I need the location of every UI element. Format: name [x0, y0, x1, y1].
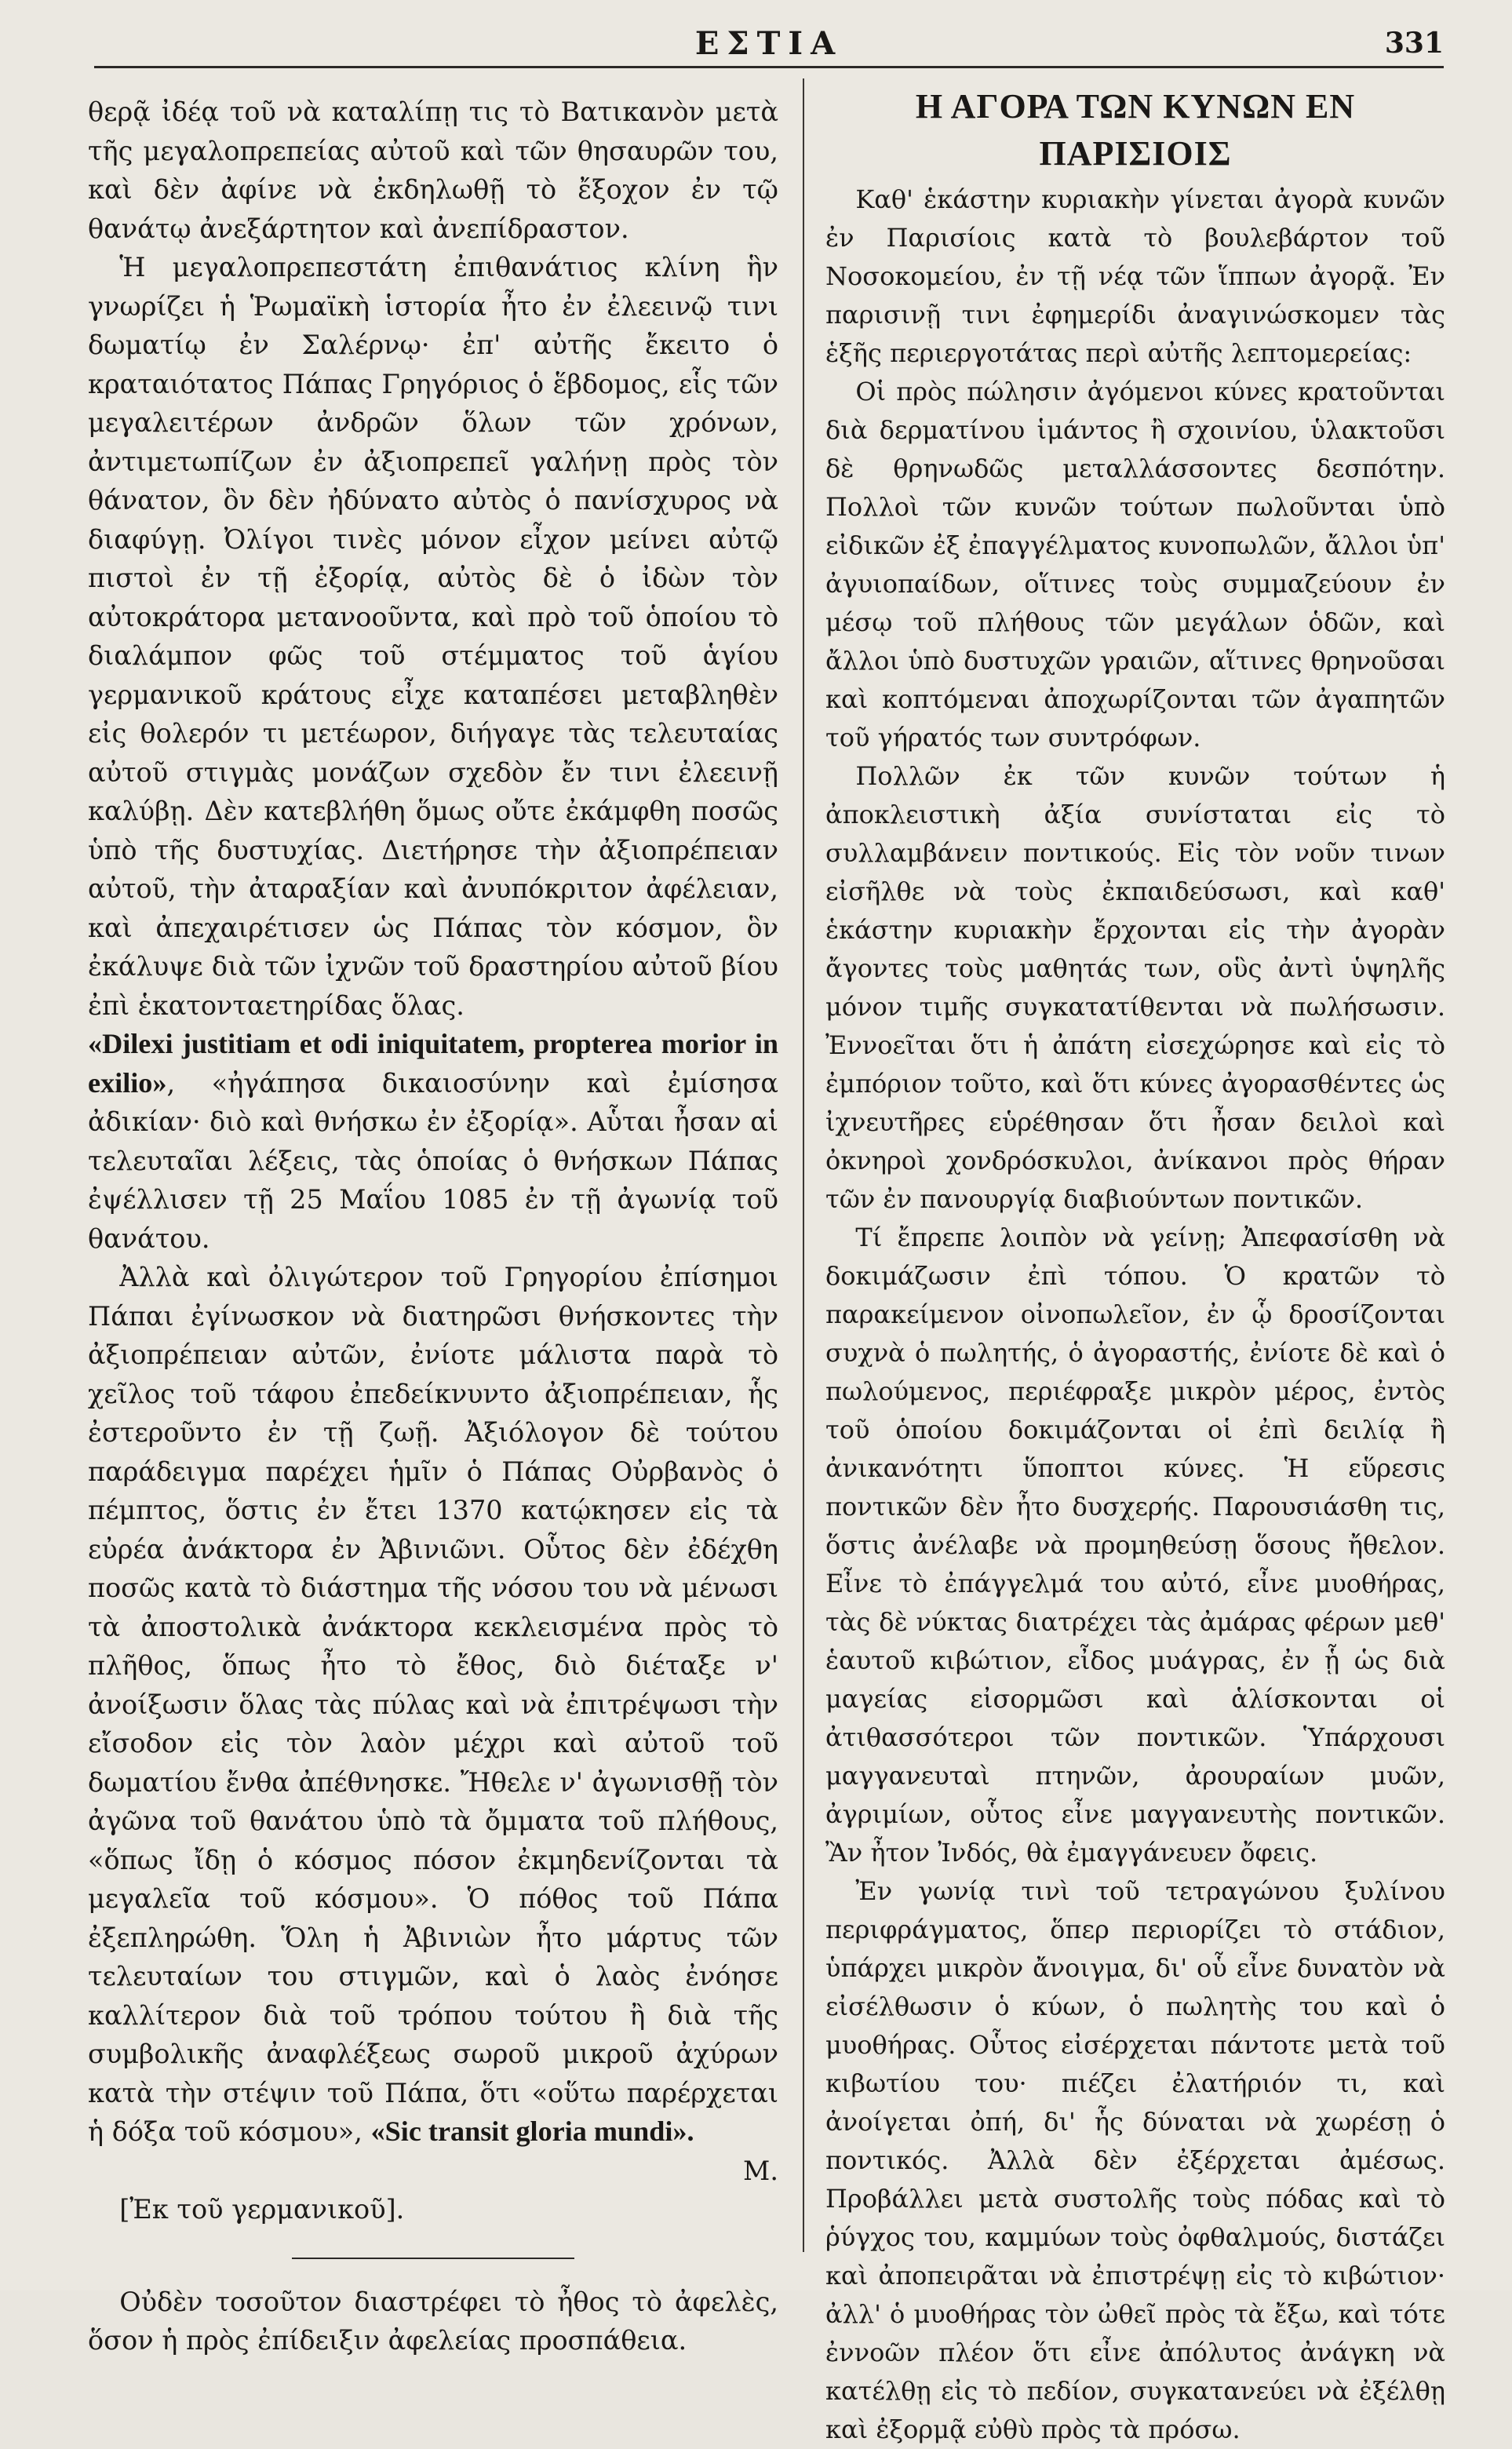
page-number: 331: [1384, 27, 1444, 60]
paragraph-with-latin: [88, 1258, 778, 2152]
article-title: Η ΑΓΟΡΑ ΤΩΝ ΚΥΝΩΝ ΕΝ ΠΑΡΙΣΙΟΙΣ: [915, 87, 1356, 173]
greek-translation: , «ἠγάπησα δικαιοσύνην καὶ ἐμίσησα ἀδικίαν· διὸ καὶ θνήσκω ἐν ἐξορίᾳ». Αὗται ἦσαν αἱ τελευταῖαι λέξεις, τὰς ὁποίας ὁ θνήσκων Πάπας ἐψέλλισεν τῇ 25 Μαΐου 1085 ἐν τῇ ἀγωνίᾳ τοῦ θανάτου.: [88, 1067, 778, 1254]
journal-title: ΕΣΤΙΑ: [694, 25, 843, 62]
paragraph: Ἐν γωνίᾳ τινὶ τοῦ τετραγώνου ξυλίνου περιφράγματος, ὅπερ περιορίζει τὸ στάδιον, ὑπάρχει μικρὸν ἄνοιγμα, δι' οὗ εἶνε δυνατὸν νὰ εἰσέλθωσιν ὁ κύων, ὁ πωλητὴς του καὶ ὁ μυοθήρας. Οὗτος εἰσέρχεται πάντοτε μετὰ τοῦ κιβωτίου του· πιέζει ἐλατήριόν τι, καὶ ἀνοίγεται ὀπή, δι' ἧς δύναται νὰ χωρέσῃ ὁ ποντικός. Ἀλλὰ δὲν ἐξέρχεται ἀμέσως. Προβάλλει μετὰ συστολῆς τοὺς πόδας καὶ τὸ ῥύγχος του, καμμύων τοὺς ὀφθαλμούς, διστάζει καὶ ἀποπειρᾶται νὰ ἐπιστρέψῃ εἰς τὸ κιβώτιον· ἀλλ' ὁ μυοθήρας τὸν ὠθεῖ πρὸς τὰ ἔξω, καὶ τότε ἐννοῶν πλέον ὅτι εἶνε ἀπόλυτος ἀνάγκη νὰ κατέλθῃ εἰς τὸ πεδίον, συγκατανεύει νὰ ἐξέλθῃ καὶ ἐξορμᾷ εὐθὺ πρὸς τὰ πρόσω.: [825, 1876, 1445, 2444]
author-signature: Μ.: [743, 2155, 778, 2186]
paragraph: Ἡ μεγαλοπρεπεστάτη ἐπιθανάτιος κλίνη ἣν γνωρίζει ἡ Ῥωμαϊκὴ ἱστορία ἦτο ἐν ἐλεεινῷ τινι δωματίῳ ἐν Σαλέρνῳ· ἐπ' αὐτῆς ἔκειτο ὁ κραταιότατος Πάπας Γρηγόριος ὁ ἕβδομος, εἷς τῶν μεγαλειτέρων ἀνδρῶν ὅλων τῶν χρόνων, ἀντιμετωπίζων ἐν ἀξιοπρεπεῖ γαλήνῃ πρὸς τὸν θάνατον, ὃν δὲν ἠδύνατο αὐτὸς ὁ πανίσχυρος νὰ διαφύγῃ. Ὀλίγοι τινὲς μόνον εἶχον μείνει αὐτῷ πιστοὶ ἐν τῇ ἐξορίᾳ, αὐτὸς δὲ ὁ ἰδὼν τὸν αὐτοκράτορα μετανοοῦντα, καὶ πρὸ τοῦ ὁποίου τὸ διαλάμπον φῶς τοῦ στέμματος τοῦ ἁγίου γερμανικοῦ κράτους εἶχε καταπέσει μεταβληθὲν εἰς θολερόν τι μετέωρον, διήγαγε τὰς τελευταίας αὐτοῦ στιγμὰς μονάζων σχεδὸν ἔν τινι ἐλεεινῇ καλύβῃ. Δὲν κατεβλήθη ὅμως οὔτε ἐκάμφθη ποσῶς ὑπὸ τῆς δυστυχίας. Διετήρησε τὴν ἀξιοπρέπειαν αὐτοῦ, τὴν ἀταραξίαν καὶ ἀνυπόκριτον ἀφέλειαν, καὶ ἀπεχαιρέτισεν ὡς Πάπας τὸν κόσμον, ὃν ἐκάλυψε διὰ τῶν ἰχνῶν τοῦ δραστηρίου αὐτοῦ βίου ἐπὶ ἑκατονταετηρίδας ὅλας.: [88, 252, 778, 1021]
page-header: [94, 22, 1444, 69]
maxim: Οὐδὲν τοσοῦτον διαστρέφει τὸ ἦθος τὸ ἀφελὲς, ὅσον ἡ πρὸς ἐπίδειξιν ἀφελείας προσπάθεια.: [88, 2286, 778, 2356]
paragraph-with-latin: [88, 1025, 778, 1258]
paragraph: Καθ' ἑκάστην κυριακὴν γίνεται ἀγορὰ κυνῶν ἐν Παρισίοις κατὰ τὸ βουλεβάρτον τοῦ Νοσοκομείου, ἐν τῇ νέᾳ τῶν ἵππων ἀγορᾷ. Ἐν παρισινῇ τινι ἐφημερίδι ἀναγινώσκομεν τὰς ἑξῆς περιεργοτάτας περὶ αὐτῆς λεπτομερείας:: [825, 184, 1445, 368]
paragraph: Πολλῶν ἐκ τῶν κυνῶν τούτων ἡ ἀποκλειστικὴ ἀξία συνίσταται εἰς τὸ συλλαμβάνειν ποντικούς. Εἰς τὸν νοῦν τινων εἰσῆλθε νὰ τοὺς ἐκπαιδεύσωσι, καὶ καθ' ἑκάστην κυριακὴν ἔρχονται εἰς τὴν ἀγορὰν ἄγοντες τοὺς μαθητάς των, οὓς ἀντὶ ὑψηλῆς μόνον τιμῆς συγκατατίθενται νὰ πωλήσωσιν. Ἐννοεῖται ὅτι ἡ ἀπάτη εἰσεχώρησε καὶ εἰς τὸ ἐμπόριον τοῦτο, καὶ ὅτι κύνες ἀγορασθέντες ὡς ἰχνευτῆρες εὑρέθησαν ὅτι ἦσαν δειλοὶ καὶ ὀκνηροὶ χονδρόσκυλοι, ἀνίκανοι πρὸς θήραν τῶν ἐν πανουργίᾳ διαβιούντων ποντικῶν.: [825, 761, 1445, 1214]
right-column: [825, 83, 1445, 2449]
header-rule: [94, 66, 1444, 68]
source-note: [Ἐκ τοῦ γερμανικοῦ].: [119, 2194, 405, 2225]
left-column: [88, 93, 778, 2360]
paragraph: Τί ἔπρεπε λοιπὸν νὰ γείνῃ; Ἀπεφασίσθη νὰ δοκιμάζωσιν ἐπὶ τόπου. Ὁ κρατῶν τὸ παρακείμενον οἰνοπωλεῖον, ἐν ᾧ δροσίζονται συχνὰ ὁ πωλητής, ὁ ἀγοραστής, ἐνίοτε δὲ καὶ ὁ πωλούμενος, περιέφραξε μικρὸν μέρος, ἐντὸς τοῦ ὁποίου δοκιμάζονται οἱ ἐπὶ δειλίᾳ ἢ ἀνικανότητι ὕποπτοι κύνες. Ἡ εὕρεσις ποντικῶν δὲν ἦτο δυσχερής. Παρουσιάσθη τις, ὅστις ἀνέλαβε νὰ προμηθεύσῃ ὅσους ἤθελον. Εἶνε τὸ ἐπάγγελμά του αὐτό, εἶνε μυοθήρας, τὰς δὲ νύκτας διατρέχει τὰς ἀμάρας φέρων μεθ' ἑαυτοῦ κιβώτιον, εἶδος μυάγρας, ἐν ᾗ ὡς διὰ μαγείας εἰσορμῶσι καὶ ἁλίσκονται οἱ ἀτιθασσότεροι τῶν ποντικῶν. Ὑπάρχουσι μαγγανευταὶ πτηνῶν, ἀρουραίων μυῶν, ἀγριμίων, οὗτος εἶνε μαγγανευτὴς ποντικῶν. Ἂν ἦτον Ἰνδός, θὰ ἐμαγγάνευεν ὄφεις.: [825, 1223, 1445, 1868]
paragraph-text: Ἀλλὰ καὶ ὀλιγώτερον τοῦ Γρηγορίου ἐπίσημοι Πάπαι ἐγίνωσκον νὰ διατηρῶσι θνήσκοντες τὴν ἀξιοπρέπειαν αὐτῶν, ἐνίοτε μάλιστα παρὰ τὸ χεῖλος τοῦ τάφου ἐπεδείκνυντο ἀξιοπρέπειαν, ἧς ἐστεροῦντο ἐν τῇ ζωῇ. Ἀξιόλογον δὲ τούτου παράδειγμα παρέχει ἡμῖν ὁ Πάπας Οὐρβανὸς ὁ πέμπτος, ὅστις ἐν ἔτει 1370 κατῴκησεν εἰς τὰ εὐρέα ἀνάκτορα ἐν Ἀβινιῶνι. Οὗτος δὲν ἐδέχθη ποσῶς κατὰ τὸ διάστημα τῆς νόσου του νὰ μένωσι τὰ ἀποστολικὰ ἀνάκτορα κεκλεισμένα πρὸς τὸ πλῆθος, ὅπως ἦτο τὸ ἔθος, διὸ διέταξε ν' ἀνοίξωσιν ὅλας τὰς πύλας καὶ νὰ ἐπιτρέψωσι τὴν εἴσοδον εἰς τὸν λαὸν μέχρι καὶ αὐτοῦ τοῦ δωματίου ἔνθα ἀπέθνησκε. Ἤθελε ν' ἀγωνισθῇ τὸν ἀγῶνα τοῦ θανάτου ὑπὸ τὰ ὄμματα τοῦ πλήθους, «ὅπως ἴδῃ ὁ κόσμος πόσον ἐκμηδενίζονται τὰ μεγαλεῖα τοῦ κόσμου». Ὁ πόθος τοῦ Πάπα ἐξεπληρώθη. Ὅλη ἡ Ἀβινιὼν ἦτο μάρτυς τῶν τελευταίων του στιγμῶν, καὶ ὁ λαὸς ἐνόησε καλλίτερον διὰ τοῦ τρόπου τούτου ἢ διὰ τῆς συμβολικῆς ἀναφλέξεως σωροῦ μικροῦ ἀχύρων κατὰ τὴν στέψιν τοῦ Πάπα, ὅτι «οὕτω παρέρχεται ἡ δόξα τοῦ κόσμου»,: [88, 1262, 778, 2147]
paragraph: Οἱ πρὸς πώλησιν ἀγόμενοι κύνες κρατοῦνται διὰ δερματίνου ἱμάντος ἢ σχοινίου, ὑλακτοῦσι δὲ θρηνωδῶς μεταλλάσσοντες δεσπότην. Πολλοὶ τῶν κυνῶν τούτων πωλοῦνται ὑπὸ εἰδικῶν ἐξ ἐπαγγέλματος κυνοπωλῶν, ἄλλοι ὑπ' ἀγυιοπαίδων, οἵτινες τοὺς συμμαζεύουν ἐν μέσῳ τοῦ πλήθους τῶν μεγάλων ὁδῶν, καὶ ἄλλοι ὑπὸ δυστυχῶν γραιῶν, αἵτινες θρηνοῦσαι καὶ κοπτόμεναι ἀποχωρίζονται τῶν ἀγαπητῶν τοῦ γήρατός των συντρόφων.: [825, 377, 1445, 753]
column-divider: [803, 78, 804, 2252]
latin-quote: «Dilexi justitiam et odi iniquitatem, propterea morior in exilio»: [88, 1028, 778, 1099]
section-rule: [292, 2258, 574, 2259]
paragraph: θερᾷ ἰδέᾳ τοῦ νὰ καταλίπῃ τις τὸ Βατικανὸν μετὰ τῆς μεγαλοπρεπείας αὐτοῦ καὶ τῶν θησαυρῶν του, καὶ δὲν ἀφίνε νὰ ἐκδηλωθῇ τὸ ἔξοχον ἐν τῷ θανάτῳ ἀνεξάρτητον καὶ ἀνεπίδραστον.: [88, 97, 778, 244]
latin-quote: «Sic transit gloria mundi».: [370, 2116, 694, 2147]
